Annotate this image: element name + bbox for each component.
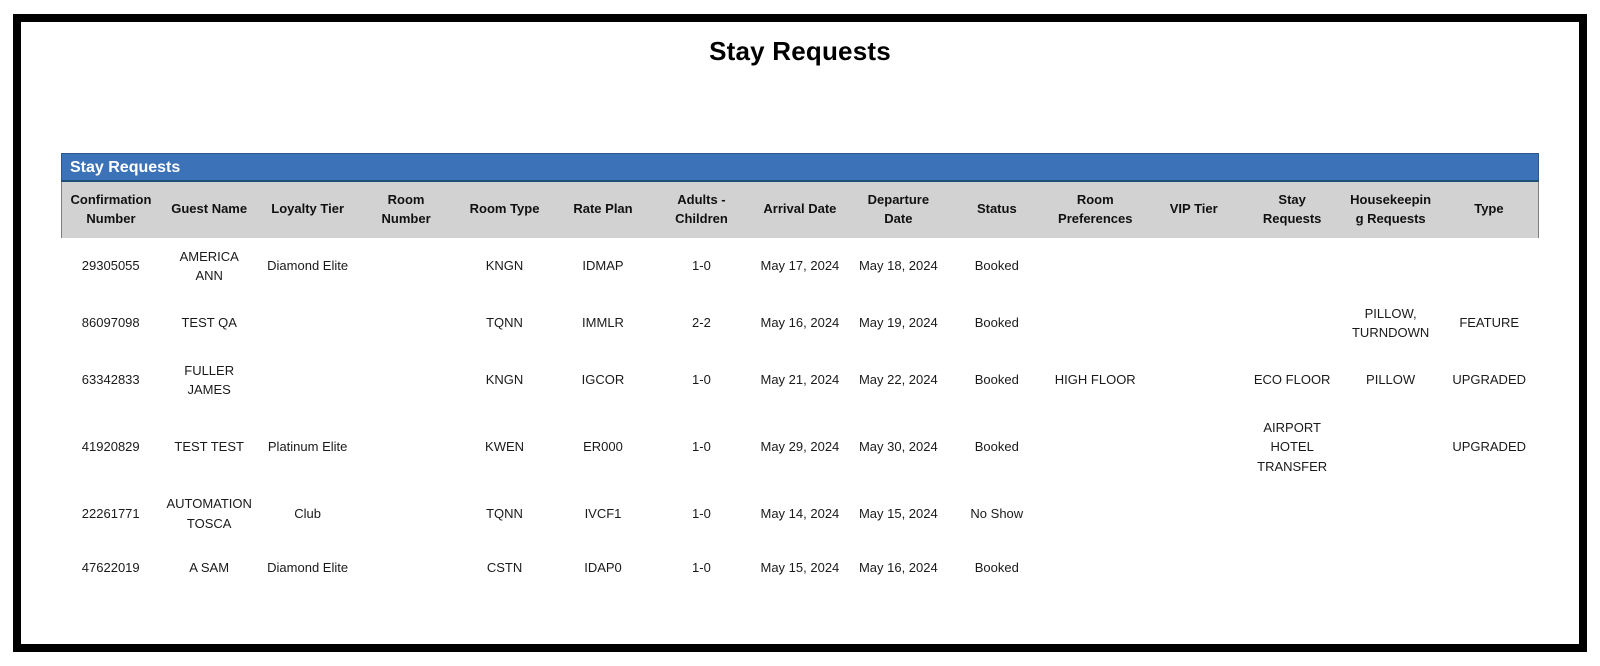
table-cell: 2-2 [652, 295, 750, 352]
table-cell: FULLER JAMES [160, 352, 258, 409]
column-header: Status [948, 182, 1046, 238]
table-cell: Booked [948, 409, 1046, 486]
column-header: Type [1440, 182, 1539, 238]
table-cell [1440, 542, 1539, 594]
table-header [62, 182, 1539, 238]
table-cell [1046, 542, 1144, 594]
table-cell [1341, 485, 1439, 542]
table-cell: KNGN [455, 238, 553, 295]
table-header-row [62, 182, 1539, 238]
table-cell: 1-0 [652, 542, 750, 594]
table-cell: Platinum Elite [258, 409, 356, 486]
table-cell [1243, 485, 1341, 542]
column-header: Room Number [357, 182, 455, 238]
table-cell [1046, 485, 1144, 542]
column-header: Loyalty Tier [258, 182, 356, 238]
table-cell: HIGH FLOOR [1046, 352, 1144, 409]
table-row [62, 238, 1539, 295]
column-header: Housekeeping Requests [1341, 182, 1439, 238]
table-cell: TEST QA [160, 295, 258, 352]
table-cell: 1-0 [652, 409, 750, 486]
table-row [62, 295, 1539, 352]
table-cell: 1-0 [652, 485, 750, 542]
report-page [13, 14, 1587, 652]
table-cell: TQNN [455, 295, 553, 352]
table-cell [1046, 238, 1144, 295]
column-header: Adults - Children [652, 182, 750, 238]
column-header: Room Preferences [1046, 182, 1144, 238]
table-cell: KNGN [455, 352, 553, 409]
table-cell: FEATURE [1440, 295, 1539, 352]
table-cell [1243, 295, 1341, 352]
table-cell [1144, 352, 1242, 409]
table-cell [1144, 295, 1242, 352]
table-title: Stay Requests [70, 159, 181, 176]
table-row [62, 542, 1539, 594]
table-row [62, 409, 1539, 486]
table-cell: TQNN [455, 485, 553, 542]
table-cell: Club [258, 485, 356, 542]
table-cell: ECO FLOOR [1243, 352, 1341, 409]
table-cell: May 16, 2024 [751, 295, 849, 352]
table-cell: May 17, 2024 [751, 238, 849, 295]
column-header: Arrival Date [751, 182, 849, 238]
table-cell: 29305055 [62, 238, 160, 295]
table-title-bar [61, 153, 1539, 182]
table-cell [357, 409, 455, 486]
table-cell: UPGRADED [1440, 352, 1539, 409]
table-cell: TEST TEST [160, 409, 258, 486]
table-cell: IVCF1 [554, 485, 652, 542]
column-header: Confirmation Number [62, 182, 160, 238]
page-title: Stay Requests [709, 36, 891, 66]
table-cell: AMERICA ANN [160, 238, 258, 295]
table-cell: 41920829 [62, 409, 160, 486]
table-row [62, 352, 1539, 409]
table-cell: May 15, 2024 [849, 485, 947, 542]
table-cell [1144, 485, 1242, 542]
table-cell: 47622019 [62, 542, 160, 594]
table-cell: Diamond Elite [258, 542, 356, 594]
stay-requests-grid [61, 182, 1539, 594]
table-cell [1341, 409, 1439, 486]
table-cell [357, 352, 455, 409]
table-cell [1144, 542, 1242, 594]
table-cell [1341, 542, 1439, 594]
table-cell: Booked [948, 295, 1046, 352]
table-cell: UPGRADED [1440, 409, 1539, 486]
table-cell: May 19, 2024 [849, 295, 947, 352]
table-cell: 86097098 [62, 295, 160, 352]
table-cell: May 30, 2024 [849, 409, 947, 486]
table-cell: CSTN [455, 542, 553, 594]
column-header: Rate Plan [554, 182, 652, 238]
table-cell: IGCOR [554, 352, 652, 409]
table-cell: May 22, 2024 [849, 352, 947, 409]
table-cell: May 14, 2024 [751, 485, 849, 542]
table-cell [1144, 238, 1242, 295]
table-cell [258, 295, 356, 352]
table-cell: A SAM [160, 542, 258, 594]
table-cell: KWEN [455, 409, 553, 486]
stay-requests-table [61, 153, 1539, 594]
table-cell: ER000 [554, 409, 652, 486]
table-cell [1243, 238, 1341, 295]
table-cell: May 18, 2024 [849, 238, 947, 295]
table-cell: 63342833 [62, 352, 160, 409]
table-cell [357, 485, 455, 542]
table-cell [1440, 485, 1539, 542]
table-cell [1046, 409, 1144, 486]
table-cell: May 29, 2024 [751, 409, 849, 486]
table-cell: AIRPORT HOTEL TRANSFER [1243, 409, 1341, 486]
table-cell: Booked [948, 352, 1046, 409]
table-cell [1341, 238, 1439, 295]
table-cell: PILLOW [1341, 352, 1439, 409]
table-cell: IMMLR [554, 295, 652, 352]
table-cell [1243, 542, 1341, 594]
table-cell: Diamond Elite [258, 238, 356, 295]
table-cell: PILLOW, TURNDOWN [1341, 295, 1439, 352]
table-row [62, 485, 1539, 542]
table-cell [357, 238, 455, 295]
table-cell: IDMAP [554, 238, 652, 295]
table-cell: Booked [948, 542, 1046, 594]
table-cell: AUTOMATION TOSCA [160, 485, 258, 542]
column-header: Departure Date [849, 182, 947, 238]
table-cell [357, 295, 455, 352]
table-cell [258, 352, 356, 409]
table-cell: May 15, 2024 [751, 542, 849, 594]
table-body [62, 238, 1539, 595]
table-cell: 22261771 [62, 485, 160, 542]
table-cell: IDAP0 [554, 542, 652, 594]
column-header: Guest Name [160, 182, 258, 238]
table-cell [357, 542, 455, 594]
table-cell [1144, 409, 1242, 486]
table-cell: 1-0 [652, 352, 750, 409]
table-cell: No Show [948, 485, 1046, 542]
table-cell: May 21, 2024 [751, 352, 849, 409]
table-cell: Booked [948, 238, 1046, 295]
column-header: Room Type [455, 182, 553, 238]
table-cell [1046, 295, 1144, 352]
table-cell: May 16, 2024 [849, 542, 947, 594]
column-header: Stay Requests [1243, 182, 1341, 238]
column-header: VIP Tier [1144, 182, 1242, 238]
table-cell: 1-0 [652, 238, 750, 295]
table-cell [1440, 238, 1539, 295]
